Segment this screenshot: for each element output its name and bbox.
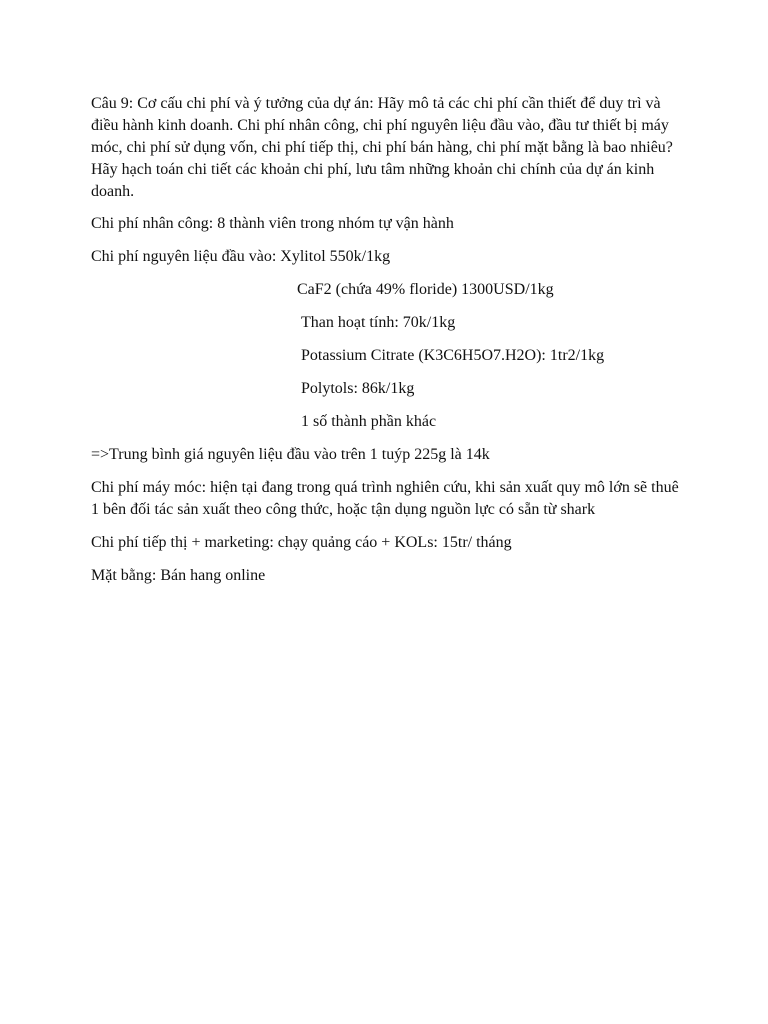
question-paragraph: Câu 9: Cơ cấu chi phí và ý tưởng của dự án: Hãy mô tả các chi phí cần thiết để duy trì và điều hành kinh doanh. Chi phí nhân công, chi phí nguyên liệu đầu vào, đầu tư thiết bị máy móc, chi phí sử dụng vốn, chi phí tiếp thị, chi phí bán hàng, chi phí mặt bằng là bao nhiêu? Hãy hạch toán chi tiết các khoản chi phí, lưu tâm những khoản chi chính của dự án kinh doanh. [91, 95, 673, 200]
ingredient-polytols: Polytols: 86k/1kg [301, 380, 415, 397]
labor-cost-line: Chi phí nhân công: 8 thành viên trong nhóm tự vận hành [91, 215, 454, 232]
average-price-line: =>Trung bình giá nguyên liệu đầu vào trên 1 tuýp 225g là 14k [91, 446, 490, 463]
ingredient-other: 1 số thành phần khác [301, 413, 437, 430]
marketing-cost-line: Chi phí tiếp thị + marketing: chạy quảng cáo + KOLs: 15tr/ tháng [91, 534, 512, 551]
materials-intro-line: Chi phí nguyên liệu đầu vào: Xylitol 550k/1kg [91, 248, 391, 265]
document-body [91, 93, 681, 598]
premises-line: Mặt bằng: Bán hang online [91, 567, 266, 584]
ingredient-caf2: CaF2 (chứa 49% floride) 1300USD/1kg [297, 281, 554, 298]
machinery-cost-paragraph: Chi phí máy móc: hiện tại đang trong quá trình nghiên cứu, khi sản xuất quy mô lớn sẽ thuê 1 bên đối tác sản xuất theo công thức, hoặc tận dụng nguồn lực có sẵn từ shark [91, 479, 679, 518]
ingredient-potassium-citrate: Potassium Citrate (K3C6H5O7.H2O): 1tr2/1kg [301, 347, 605, 364]
ingredient-activated-carbon: Than hoạt tính: 70k/1kg [301, 314, 456, 331]
